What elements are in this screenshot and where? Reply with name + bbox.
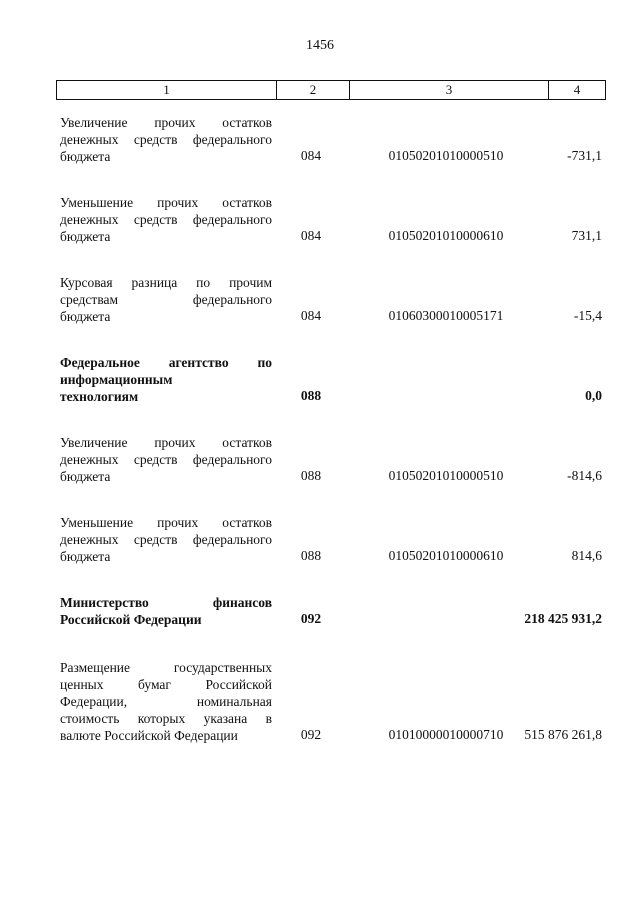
- row-name-line: денежных средств федерального: [60, 532, 272, 547]
- row-name: [60, 594, 272, 628]
- row-name: [60, 354, 272, 405]
- page-number: 1456: [306, 38, 334, 53]
- header-col-3: 3: [350, 81, 549, 99]
- row-code: 084: [300, 148, 322, 163]
- row-name-line: Федеральное агентство по: [60, 355, 272, 370]
- row-name-line: ценных бумаг Российской: [60, 677, 272, 692]
- row-name-line: денежных средств федерального: [60, 132, 272, 147]
- row-name-line: бюджета: [60, 549, 111, 564]
- row-name: [60, 194, 272, 245]
- row-name-line: бюджета: [60, 309, 111, 324]
- row-name-line: Федерации, номинальная: [60, 694, 272, 709]
- row-code: 084: [300, 308, 322, 323]
- row-kbk: 01050201010000610: [388, 228, 504, 243]
- row-name-line: Увеличение прочих остатков: [60, 435, 272, 450]
- row-name-line: бюджета: [60, 469, 111, 484]
- row-name-line: информационным: [60, 372, 173, 387]
- row-code: 088: [300, 548, 322, 563]
- row-amount: -15,4: [573, 308, 602, 323]
- row-name: [60, 514, 272, 565]
- row-amount: 0,0: [585, 388, 602, 403]
- row-amount: 218 425 931,2: [524, 611, 602, 626]
- row-kbk: 01050201010000510: [388, 148, 504, 163]
- row-name: [60, 659, 272, 744]
- row-code: 088: [300, 388, 322, 403]
- row-code: 092: [300, 727, 322, 742]
- row-amount: 515 876 261,8: [524, 727, 602, 742]
- row-name-line: Размещение государственных: [60, 660, 272, 675]
- row-amount: -731,1: [567, 148, 602, 163]
- row-name: [60, 274, 272, 325]
- row-code: 088: [300, 468, 322, 483]
- header-col-1: 1: [57, 81, 277, 99]
- row-code: 092: [300, 611, 322, 626]
- header-col-2: 2: [277, 81, 350, 99]
- row-name-line: Курсовая разница по прочим: [60, 275, 272, 290]
- header-col-4: 4: [573, 82, 581, 97]
- row-name: [60, 114, 272, 165]
- row-name-line: Уменьшение прочих остатков: [60, 515, 272, 530]
- row-amount: 731,1: [571, 228, 602, 243]
- row-name: [60, 434, 272, 485]
- row-name-line: бюджета: [60, 229, 111, 244]
- row-name-line: средствам федерального: [60, 292, 272, 307]
- row-kbk: 01050201010000510: [388, 468, 504, 483]
- row-name-line: Уменьшение прочих остатков: [60, 195, 272, 210]
- row-name-line: денежных средств федерального: [60, 452, 272, 467]
- row-amount: 814,6: [571, 548, 602, 563]
- table-header: [56, 80, 606, 100]
- row-kbk: 01050201010000610: [388, 548, 504, 563]
- row-name-line: Российской Федерации: [60, 612, 202, 627]
- row-name-line: Министерство финансов: [60, 595, 272, 610]
- row-code: 084: [300, 228, 322, 243]
- row-amount: -814,6: [567, 468, 602, 483]
- row-name-line: денежных средств федерального: [60, 212, 272, 227]
- row-name-line: валюте Российской Федерации: [60, 728, 238, 743]
- row-name-line: технологиям: [60, 389, 139, 404]
- row-name-line: стоимость которых указана в: [60, 711, 272, 726]
- row-name-line: бюджета: [60, 149, 111, 164]
- row-name-line: Увеличение прочих остатков: [60, 115, 272, 130]
- row-kbk: 01010000010000710: [388, 727, 504, 742]
- row-kbk: 01060300010005171: [388, 308, 504, 323]
